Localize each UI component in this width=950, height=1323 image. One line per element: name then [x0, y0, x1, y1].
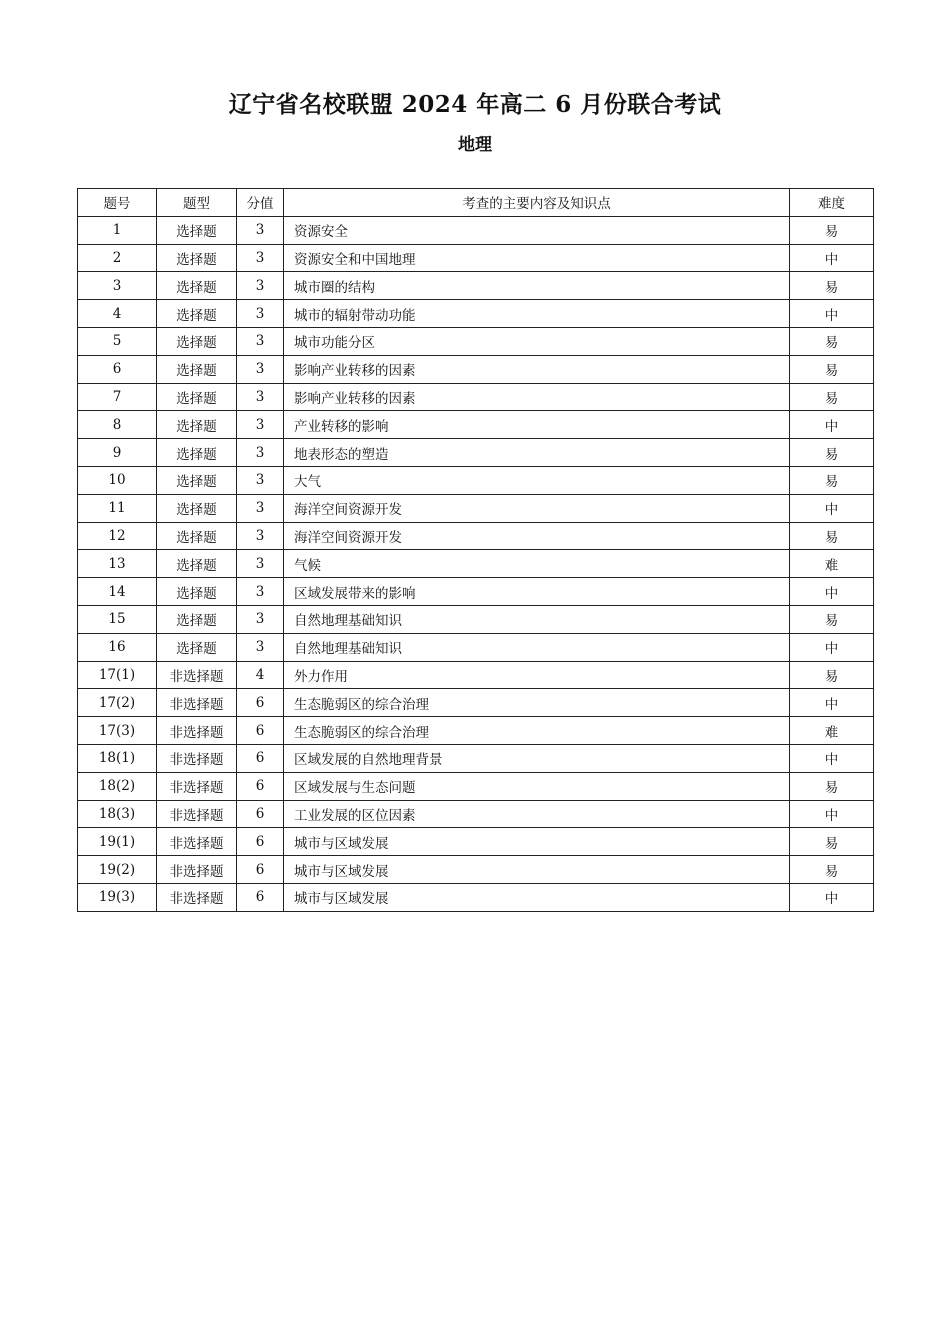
question-type-cell: 选择题: [157, 216, 237, 244]
score-cell: 3: [237, 605, 284, 633]
score-cell: 3: [237, 550, 284, 578]
score-cell: 6: [237, 744, 284, 772]
question-type-cell: 非选择题: [157, 883, 237, 911]
content-cell: 工业发展的区位因素: [284, 800, 790, 828]
question-type-cell: 非选择题: [157, 800, 237, 828]
table-row: [78, 411, 874, 439]
score-cell: 3: [237, 466, 284, 494]
table-row: [78, 327, 874, 355]
difficulty-cell: 难: [790, 717, 874, 745]
question-type-cell: 选择题: [157, 633, 237, 661]
score-cell: 6: [237, 828, 284, 856]
question-number-cell: 19(2): [78, 856, 157, 884]
table-row: [78, 883, 874, 911]
question-type-cell: 选择题: [157, 578, 237, 606]
question-number-cell: 18(3): [78, 800, 157, 828]
table-row: [78, 550, 874, 578]
content-cell: 城市的辐射带动功能: [284, 300, 790, 328]
table-row: [78, 772, 874, 800]
exam-analysis-table: [77, 188, 874, 912]
score-cell: 6: [237, 689, 284, 717]
question-number-cell: 11: [78, 494, 157, 522]
content-cell: 大气: [284, 466, 790, 494]
page-title: 辽宁省名校联盟 2024 年高二 6 月份联合考试: [228, 91, 722, 118]
question-number-cell: 13: [78, 550, 157, 578]
table-row: [78, 300, 874, 328]
question-number-cell: 10: [78, 466, 157, 494]
content-cell: 城市与区域发展: [284, 856, 790, 884]
question-number-cell: 8: [78, 411, 157, 439]
score-cell: 4: [237, 661, 284, 689]
table-row: [78, 856, 874, 884]
question-number-cell: 17(2): [78, 689, 157, 717]
content-cell: 影响产业转移的因素: [284, 355, 790, 383]
column-header-content: 考查的主要内容及知识点: [284, 189, 790, 217]
question-number-cell: 15: [78, 605, 157, 633]
difficulty-cell: 中: [790, 411, 874, 439]
column-header-score: 分值: [237, 189, 284, 217]
content-cell: 海洋空间资源开发: [284, 494, 790, 522]
score-cell: 6: [237, 856, 284, 884]
question-type-cell: 选择题: [157, 383, 237, 411]
question-number-cell: 2: [78, 244, 157, 272]
difficulty-cell: 易: [790, 856, 874, 884]
question-number-cell: 14: [78, 578, 157, 606]
question-number-cell: 18(1): [78, 744, 157, 772]
content-cell: 地表形态的塑造: [284, 439, 790, 467]
table-row: [78, 272, 874, 300]
difficulty-cell: 易: [790, 216, 874, 244]
question-type-cell: 非选择题: [157, 772, 237, 800]
score-cell: 3: [237, 633, 284, 661]
score-cell: 3: [237, 300, 284, 328]
difficulty-cell: 易: [790, 522, 874, 550]
difficulty-cell: 易: [790, 605, 874, 633]
content-cell: 区域发展带来的影响: [284, 578, 790, 606]
score-cell: 3: [237, 327, 284, 355]
question-type-cell: 选择题: [157, 272, 237, 300]
difficulty-cell: 难: [790, 550, 874, 578]
difficulty-cell: 中: [790, 883, 874, 911]
column-header-question-type: 题型: [157, 189, 237, 217]
score-cell: 6: [237, 717, 284, 745]
content-cell: 城市与区域发展: [284, 883, 790, 911]
table-header-row: [78, 189, 874, 217]
difficulty-cell: 易: [790, 439, 874, 467]
question-number-cell: 7: [78, 383, 157, 411]
content-cell: 城市功能分区: [284, 327, 790, 355]
difficulty-cell: 易: [790, 327, 874, 355]
difficulty-cell: 易: [790, 661, 874, 689]
table-row: [78, 494, 874, 522]
difficulty-cell: 中: [790, 300, 874, 328]
table-row: [78, 244, 874, 272]
question-type-cell: 非选择题: [157, 661, 237, 689]
question-type-cell: 非选择题: [157, 689, 237, 717]
difficulty-cell: 中: [790, 744, 874, 772]
question-type-cell: 选择题: [157, 327, 237, 355]
question-number-cell: 19(1): [78, 828, 157, 856]
score-cell: 3: [237, 272, 284, 300]
score-cell: 3: [237, 411, 284, 439]
difficulty-cell: 中: [790, 800, 874, 828]
score-cell: 3: [237, 355, 284, 383]
content-cell: 资源安全: [284, 216, 790, 244]
page-subtitle: 地理: [458, 135, 492, 155]
score-cell: 3: [237, 439, 284, 467]
question-type-cell: 选择题: [157, 244, 237, 272]
question-type-cell: 选择题: [157, 550, 237, 578]
score-cell: 3: [237, 522, 284, 550]
question-number-cell: 3: [78, 272, 157, 300]
table-row: [78, 661, 874, 689]
score-cell: 3: [237, 383, 284, 411]
question-number-cell: 18(2): [78, 772, 157, 800]
table-row: [78, 216, 874, 244]
question-type-cell: 选择题: [157, 466, 237, 494]
table-row: [78, 355, 874, 383]
content-cell: 生态脆弱区的综合治理: [284, 717, 790, 745]
question-type-cell: 选择题: [157, 439, 237, 467]
question-number-cell: 5: [78, 327, 157, 355]
question-number-cell: 19(3): [78, 883, 157, 911]
table-row: [78, 522, 874, 550]
difficulty-cell: 易: [790, 466, 874, 494]
column-header-difficulty: 难度: [790, 189, 874, 217]
table-row: [78, 828, 874, 856]
difficulty-cell: 中: [790, 494, 874, 522]
content-cell: 影响产业转移的因素: [284, 383, 790, 411]
question-number-cell: 17(3): [78, 717, 157, 745]
table-row: [78, 383, 874, 411]
content-cell: 城市与区域发展: [284, 828, 790, 856]
question-type-cell: 选择题: [157, 300, 237, 328]
difficulty-cell: 中: [790, 244, 874, 272]
table-row: [78, 633, 874, 661]
score-cell: 6: [237, 772, 284, 800]
question-number-cell: 4: [78, 300, 157, 328]
question-type-cell: 选择题: [157, 494, 237, 522]
content-cell: 城市圈的结构: [284, 272, 790, 300]
score-cell: 6: [237, 883, 284, 911]
difficulty-cell: 易: [790, 355, 874, 383]
difficulty-cell: 中: [790, 633, 874, 661]
question-type-cell: 选择题: [157, 411, 237, 439]
content-cell: 外力作用: [284, 661, 790, 689]
difficulty-cell: 易: [790, 272, 874, 300]
question-type-cell: 选择题: [157, 605, 237, 633]
table-row: [78, 744, 874, 772]
question-type-cell: 非选择题: [157, 744, 237, 772]
question-number-cell: 12: [78, 522, 157, 550]
content-cell: 区域发展的自然地理背景: [284, 744, 790, 772]
content-cell: 生态脆弱区的综合治理: [284, 689, 790, 717]
question-number-cell: 1: [78, 216, 157, 244]
question-number-cell: 17(1): [78, 661, 157, 689]
table-row: [78, 439, 874, 467]
content-cell: 区域发展与生态问题: [284, 772, 790, 800]
difficulty-cell: 中: [790, 689, 874, 717]
question-number-cell: 6: [78, 355, 157, 383]
column-header-question-number: 题号: [78, 189, 157, 217]
score-cell: 6: [237, 800, 284, 828]
content-cell: 海洋空间资源开发: [284, 522, 790, 550]
score-cell: 3: [237, 216, 284, 244]
score-cell: 3: [237, 494, 284, 522]
score-cell: 3: [237, 578, 284, 606]
score-cell: 3: [237, 244, 284, 272]
table-body: [78, 216, 874, 911]
table-row: [78, 800, 874, 828]
question-number-cell: 9: [78, 439, 157, 467]
question-type-cell: 非选择题: [157, 828, 237, 856]
difficulty-cell: 易: [790, 772, 874, 800]
table-row: [78, 717, 874, 745]
content-cell: 自然地理基础知识: [284, 605, 790, 633]
question-type-cell: 非选择题: [157, 856, 237, 884]
content-cell: 气候: [284, 550, 790, 578]
table-row: [78, 466, 874, 494]
question-type-cell: 选择题: [157, 355, 237, 383]
table-row: [78, 689, 874, 717]
question-number-cell: 16: [78, 633, 157, 661]
difficulty-cell: 中: [790, 578, 874, 606]
table-row: [78, 605, 874, 633]
difficulty-cell: 易: [790, 828, 874, 856]
question-type-cell: 非选择题: [157, 717, 237, 745]
difficulty-cell: 易: [790, 383, 874, 411]
content-cell: 资源安全和中国地理: [284, 244, 790, 272]
content-cell: 产业转移的影响: [284, 411, 790, 439]
table-row: [78, 578, 874, 606]
content-cell: 自然地理基础知识: [284, 633, 790, 661]
question-type-cell: 选择题: [157, 522, 237, 550]
